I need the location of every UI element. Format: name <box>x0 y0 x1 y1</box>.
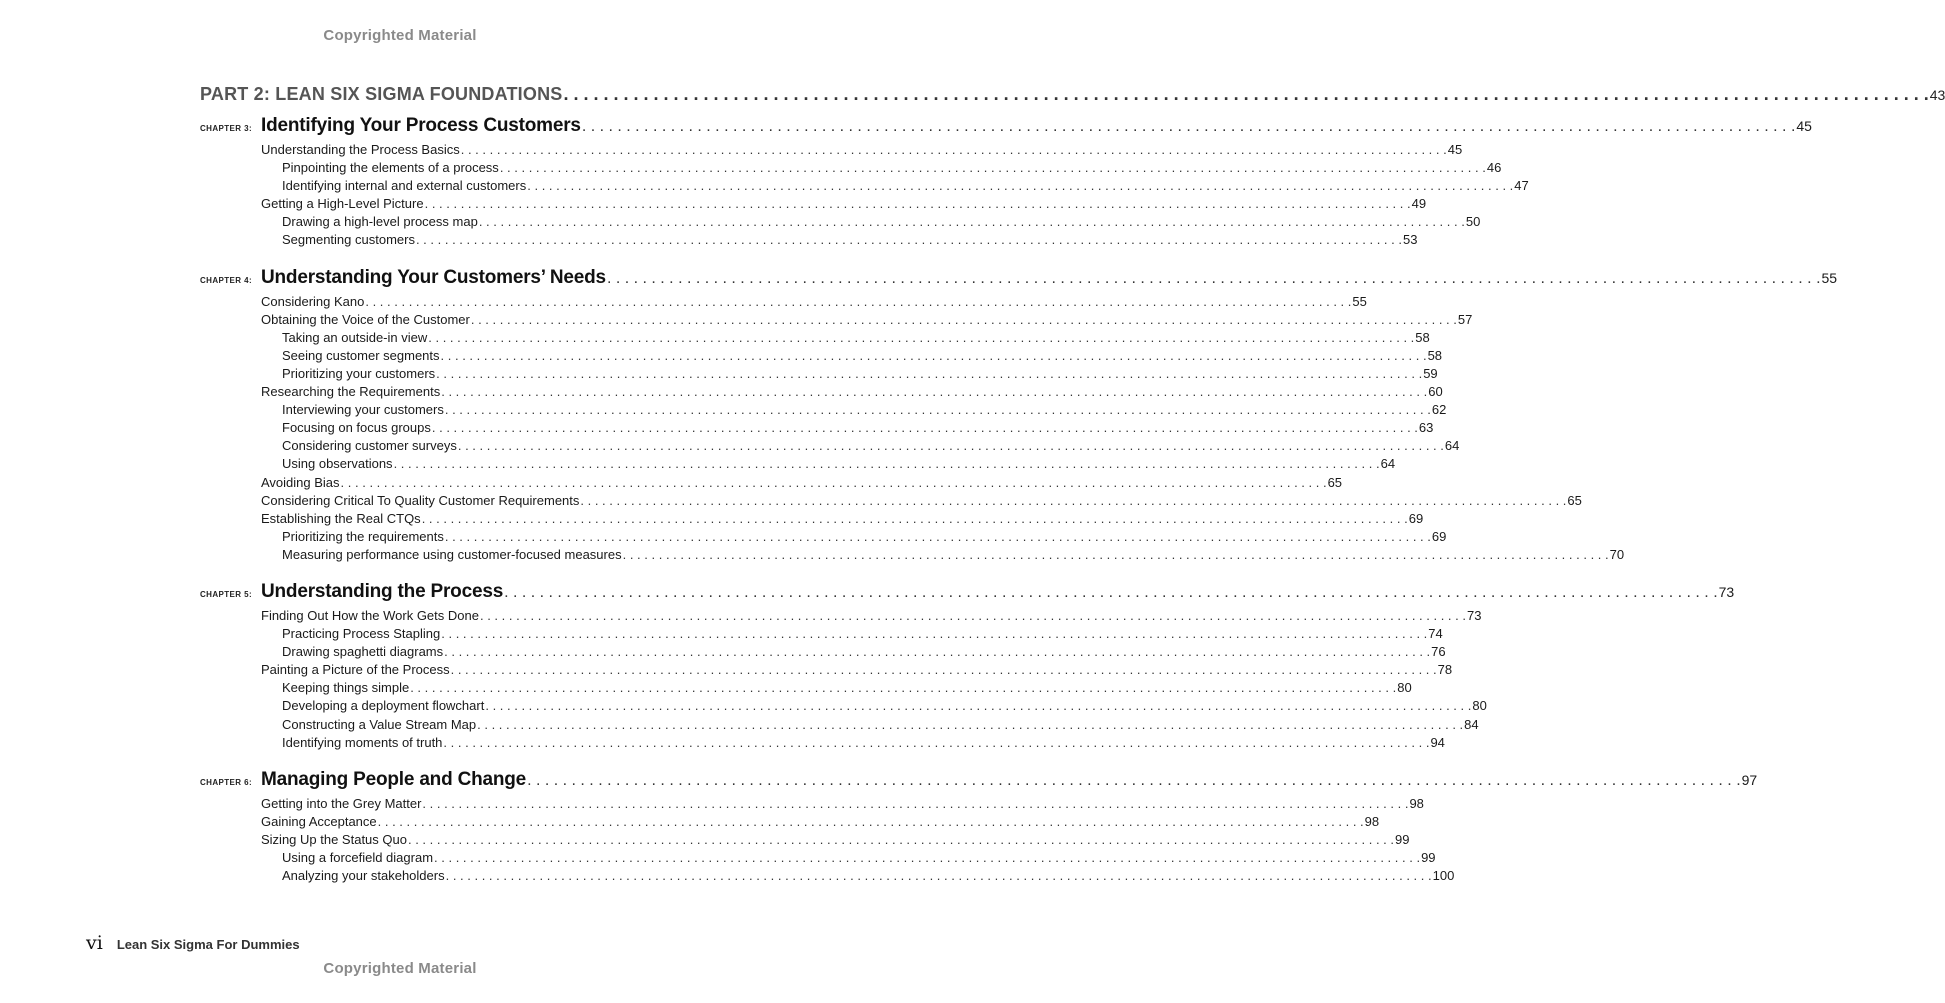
chapter-heading <box>200 768 1758 796</box>
dot-leader <box>527 772 1741 790</box>
entry-title: Pinpointing the elements of a process <box>282 160 499 176</box>
entry-page: 80 <box>1397 680 1412 696</box>
entry-page: 80 <box>1472 698 1487 714</box>
entry-page: 100 <box>1432 868 1455 884</box>
entry-title: Considering customer surveys <box>282 438 457 454</box>
dot-leader <box>445 529 1431 544</box>
chapter-label: CHAPTER 4: <box>200 275 253 285</box>
toc-entry <box>261 384 1443 402</box>
entry-page: 65 <box>1327 474 1343 490</box>
entry-page: 74 <box>1428 626 1443 642</box>
entry-page: 49 <box>1411 196 1427 212</box>
toc-subentry <box>261 850 1436 868</box>
toc-subentry <box>261 644 1446 662</box>
dot-leader <box>580 493 1566 508</box>
chapter-block <box>200 768 1758 886</box>
toc-subentry <box>261 716 1479 735</box>
chapter-title: Understanding the Process <box>261 580 504 602</box>
entry-title: Segmenting customers <box>282 232 415 248</box>
entry-page: 65 <box>1567 492 1582 508</box>
dot-leader <box>432 420 1418 435</box>
entry-list <box>261 142 1529 251</box>
entry-title: Prioritizing your customers <box>282 365 436 381</box>
dot-leader <box>394 456 1380 471</box>
entry-title: Avoiding Bias <box>261 474 340 490</box>
dot-leader <box>408 832 1394 847</box>
entry-title: Developing a deployment flowchart <box>282 698 485 714</box>
dot-leader <box>527 178 1513 193</box>
dot-leader <box>436 366 1422 381</box>
dot-leader <box>443 735 1429 750</box>
entry-page: 50 <box>1465 214 1481 230</box>
toc-subentry <box>261 232 1418 250</box>
entry-page: 73 <box>1467 607 1482 623</box>
part-page: 43 <box>1929 87 1945 103</box>
entry-title: Using a forcefield diagram <box>282 850 434 865</box>
chapter-page: 45 <box>1796 118 1812 134</box>
entry-title: Finding Out How the Work Gets Done <box>261 607 479 623</box>
entry-title: Constructing a Value Stream Map <box>282 716 477 732</box>
toc-entry <box>261 492 1582 511</box>
entry-page: 60 <box>1428 384 1443 400</box>
entry-page: 69 <box>1408 510 1424 526</box>
entry-title: Practicing Process Stapling <box>282 626 441 642</box>
dot-leader <box>416 232 1402 247</box>
entry-title: Taking an outside-in view <box>282 329 428 345</box>
entry-title: Considering Critical To Quality Customer Requirements <box>261 492 580 508</box>
toc-subentry <box>261 698 1487 716</box>
chapter-label: CHAPTER 6: <box>200 777 253 787</box>
chapter-block <box>200 266 1838 565</box>
dot-leader <box>563 84 1928 105</box>
toc-subentry <box>261 347 1443 366</box>
copyright-watermark-bottom: Copyrighted Material <box>323 960 477 977</box>
dot-leader <box>623 547 1609 562</box>
entry-page: 58 <box>1427 347 1443 363</box>
toc-subentry <box>261 680 1412 698</box>
entry-page: 99 <box>1421 850 1436 865</box>
entry-title: Getting a High-Level Picture <box>261 196 424 212</box>
toc-entry <box>261 795 1424 814</box>
entry-page: 59 <box>1423 365 1438 381</box>
dot-leader <box>607 270 1821 288</box>
dot-leader <box>480 608 1466 623</box>
toc-entry <box>261 474 1343 493</box>
toc-entry <box>261 510 1424 529</box>
chapter-page: 97 <box>1741 771 1758 788</box>
dot-leader <box>446 868 1432 883</box>
dot-leader <box>422 511 1408 526</box>
dot-leader <box>422 796 1408 811</box>
entry-title: Drawing spaghetti diagrams <box>282 644 444 660</box>
part-title: PART 2: LEAN SIX SIGMA FOUNDATIONS <box>200 84 563 104</box>
entry-page: 57 <box>1457 311 1473 327</box>
entry-page: 63 <box>1418 420 1434 436</box>
copyright-watermark-top: Copyrighted Material <box>323 27 477 44</box>
entry-page: 99 <box>1395 831 1410 847</box>
toc-subentry <box>261 456 1396 474</box>
entry-list <box>261 293 1625 565</box>
chapter-list <box>200 115 1838 886</box>
chapter-title-line <box>261 581 1734 603</box>
toc-subentry <box>261 546 1625 565</box>
chapter-label: CHAPTER 5: <box>200 589 253 599</box>
chapter-title: Managing People and Change <box>261 768 527 790</box>
entry-page: 98 <box>1409 795 1424 811</box>
dot-leader <box>410 680 1396 695</box>
chapter-block <box>200 115 1812 251</box>
dot-leader <box>441 384 1427 399</box>
chapter-title-line <box>261 115 1812 137</box>
entry-page: 47 <box>1514 178 1529 194</box>
entry-title: Keeping things simple <box>282 680 410 696</box>
chapter-title: Identifying Your Process Customers <box>261 115 581 136</box>
dot-leader <box>428 330 1414 345</box>
dot-leader <box>425 196 1411 211</box>
chapter-block <box>200 580 1735 753</box>
chapter-title: Understanding Your Customers’ Needs <box>261 266 606 288</box>
entry-title: Using observations <box>282 456 393 472</box>
toc-subentry <box>261 329 1430 348</box>
entry-title: Analyzing your stakeholders <box>282 868 445 884</box>
toc-entry <box>261 662 1453 680</box>
entry-list <box>261 607 1487 753</box>
chapter-heading <box>200 580 1735 608</box>
dot-leader <box>471 312 1457 327</box>
entry-page: 45 <box>1447 142 1463 157</box>
toc-subentry <box>261 438 1460 456</box>
entry-title: Measuring performance using customer-focused measures <box>282 546 622 562</box>
dot-leader <box>441 626 1427 641</box>
dot-leader <box>441 348 1427 363</box>
chapter-heading <box>200 266 1838 294</box>
entry-title: Seeing customer segments <box>282 347 440 363</box>
entry-page: 98 <box>1364 813 1380 829</box>
entry-page: 76 <box>1431 644 1446 660</box>
entry-title: Gaining Acceptance <box>261 813 377 829</box>
dot-leader <box>485 698 1471 713</box>
entry-list <box>261 795 1455 886</box>
entry-page: 64 <box>1444 438 1460 454</box>
page-number: vi <box>86 932 103 954</box>
entry-title: Interviewing your customers <box>282 402 444 418</box>
entry-title: Painting a Picture of the Process <box>261 662 450 678</box>
entry-page: 62 <box>1431 402 1447 418</box>
entry-title: Focusing on focus groups <box>282 420 431 436</box>
dot-leader <box>477 717 1463 732</box>
toc-entry <box>261 607 1482 626</box>
toc-entry <box>261 293 1367 312</box>
toc-subentry <box>261 420 1434 438</box>
dot-leader <box>479 214 1465 229</box>
running-head: Lean Six Sigma For Dummies <box>116 937 300 952</box>
entry-page: 46 <box>1486 160 1502 176</box>
dot-leader <box>434 850 1420 865</box>
entry-page: 55 <box>1352 293 1367 309</box>
dot-leader <box>445 402 1431 417</box>
toc-entry <box>261 142 1463 160</box>
entry-title: Prioritizing the requirements <box>282 528 444 544</box>
entry-page: 58 <box>1415 329 1430 345</box>
chapter-label: CHAPTER 3: <box>200 124 253 133</box>
dot-leader <box>444 644 1430 659</box>
entry-title: Getting into the Grey Matter <box>261 795 422 811</box>
chapter-page: 73 <box>1718 583 1735 600</box>
toc-subentry <box>261 160 1502 178</box>
toc-entry <box>261 831 1410 850</box>
entry-page: 64 <box>1380 456 1396 472</box>
entry-title: Identifying internal and external customers <box>282 178 527 194</box>
toc-subentry <box>261 365 1438 384</box>
entry-title: Drawing a high-level process map <box>282 214 478 230</box>
entry-page: 84 <box>1464 716 1479 732</box>
toc-entry <box>261 813 1380 832</box>
toc-subentry <box>261 734 1445 753</box>
toc-entry <box>261 311 1473 330</box>
part-heading <box>200 84 1945 112</box>
entry-title: Establishing the Real CTQs <box>261 510 421 526</box>
table-of-contents <box>200 84 1945 886</box>
entry-title: Understanding the Process Basics <box>261 142 460 157</box>
page-footer <box>86 932 300 954</box>
entry-page: 78 <box>1437 662 1453 678</box>
toc-subentry <box>261 178 1529 196</box>
entry-title: Considering Kano <box>261 293 365 309</box>
toc-entry <box>261 196 1427 214</box>
entry-title: Sizing Up the Status Quo <box>261 831 407 847</box>
entry-title: Obtaining the Voice of the Customer <box>261 311 470 327</box>
dot-leader <box>500 160 1486 175</box>
entry-page: 94 <box>1430 734 1445 750</box>
dot-leader <box>378 814 1364 829</box>
toc-subentry <box>261 214 1481 232</box>
chapter-title-line <box>261 267 1837 289</box>
entry-page: 53 <box>1402 232 1418 248</box>
entry-title: Identifying moments of truth <box>282 734 443 750</box>
dot-leader <box>461 142 1447 157</box>
chapter-heading <box>200 115 1812 142</box>
dot-leader <box>365 294 1351 309</box>
chapter-title-line <box>261 769 1757 791</box>
toc-subentry <box>261 626 1443 644</box>
toc-subentry <box>261 528 1447 547</box>
entry-page: 70 <box>1609 546 1625 562</box>
entry-title: Researching the Requirements <box>261 384 441 400</box>
toc-subentry <box>261 868 1455 886</box>
dot-leader <box>458 438 1444 453</box>
dot-leader <box>341 475 1327 490</box>
toc-subentry <box>261 402 1447 420</box>
chapter-page: 55 <box>1821 269 1838 286</box>
entry-page: 69 <box>1431 528 1447 544</box>
dot-leader <box>504 584 1718 602</box>
dot-leader <box>451 662 1437 677</box>
dot-leader <box>582 118 1796 136</box>
